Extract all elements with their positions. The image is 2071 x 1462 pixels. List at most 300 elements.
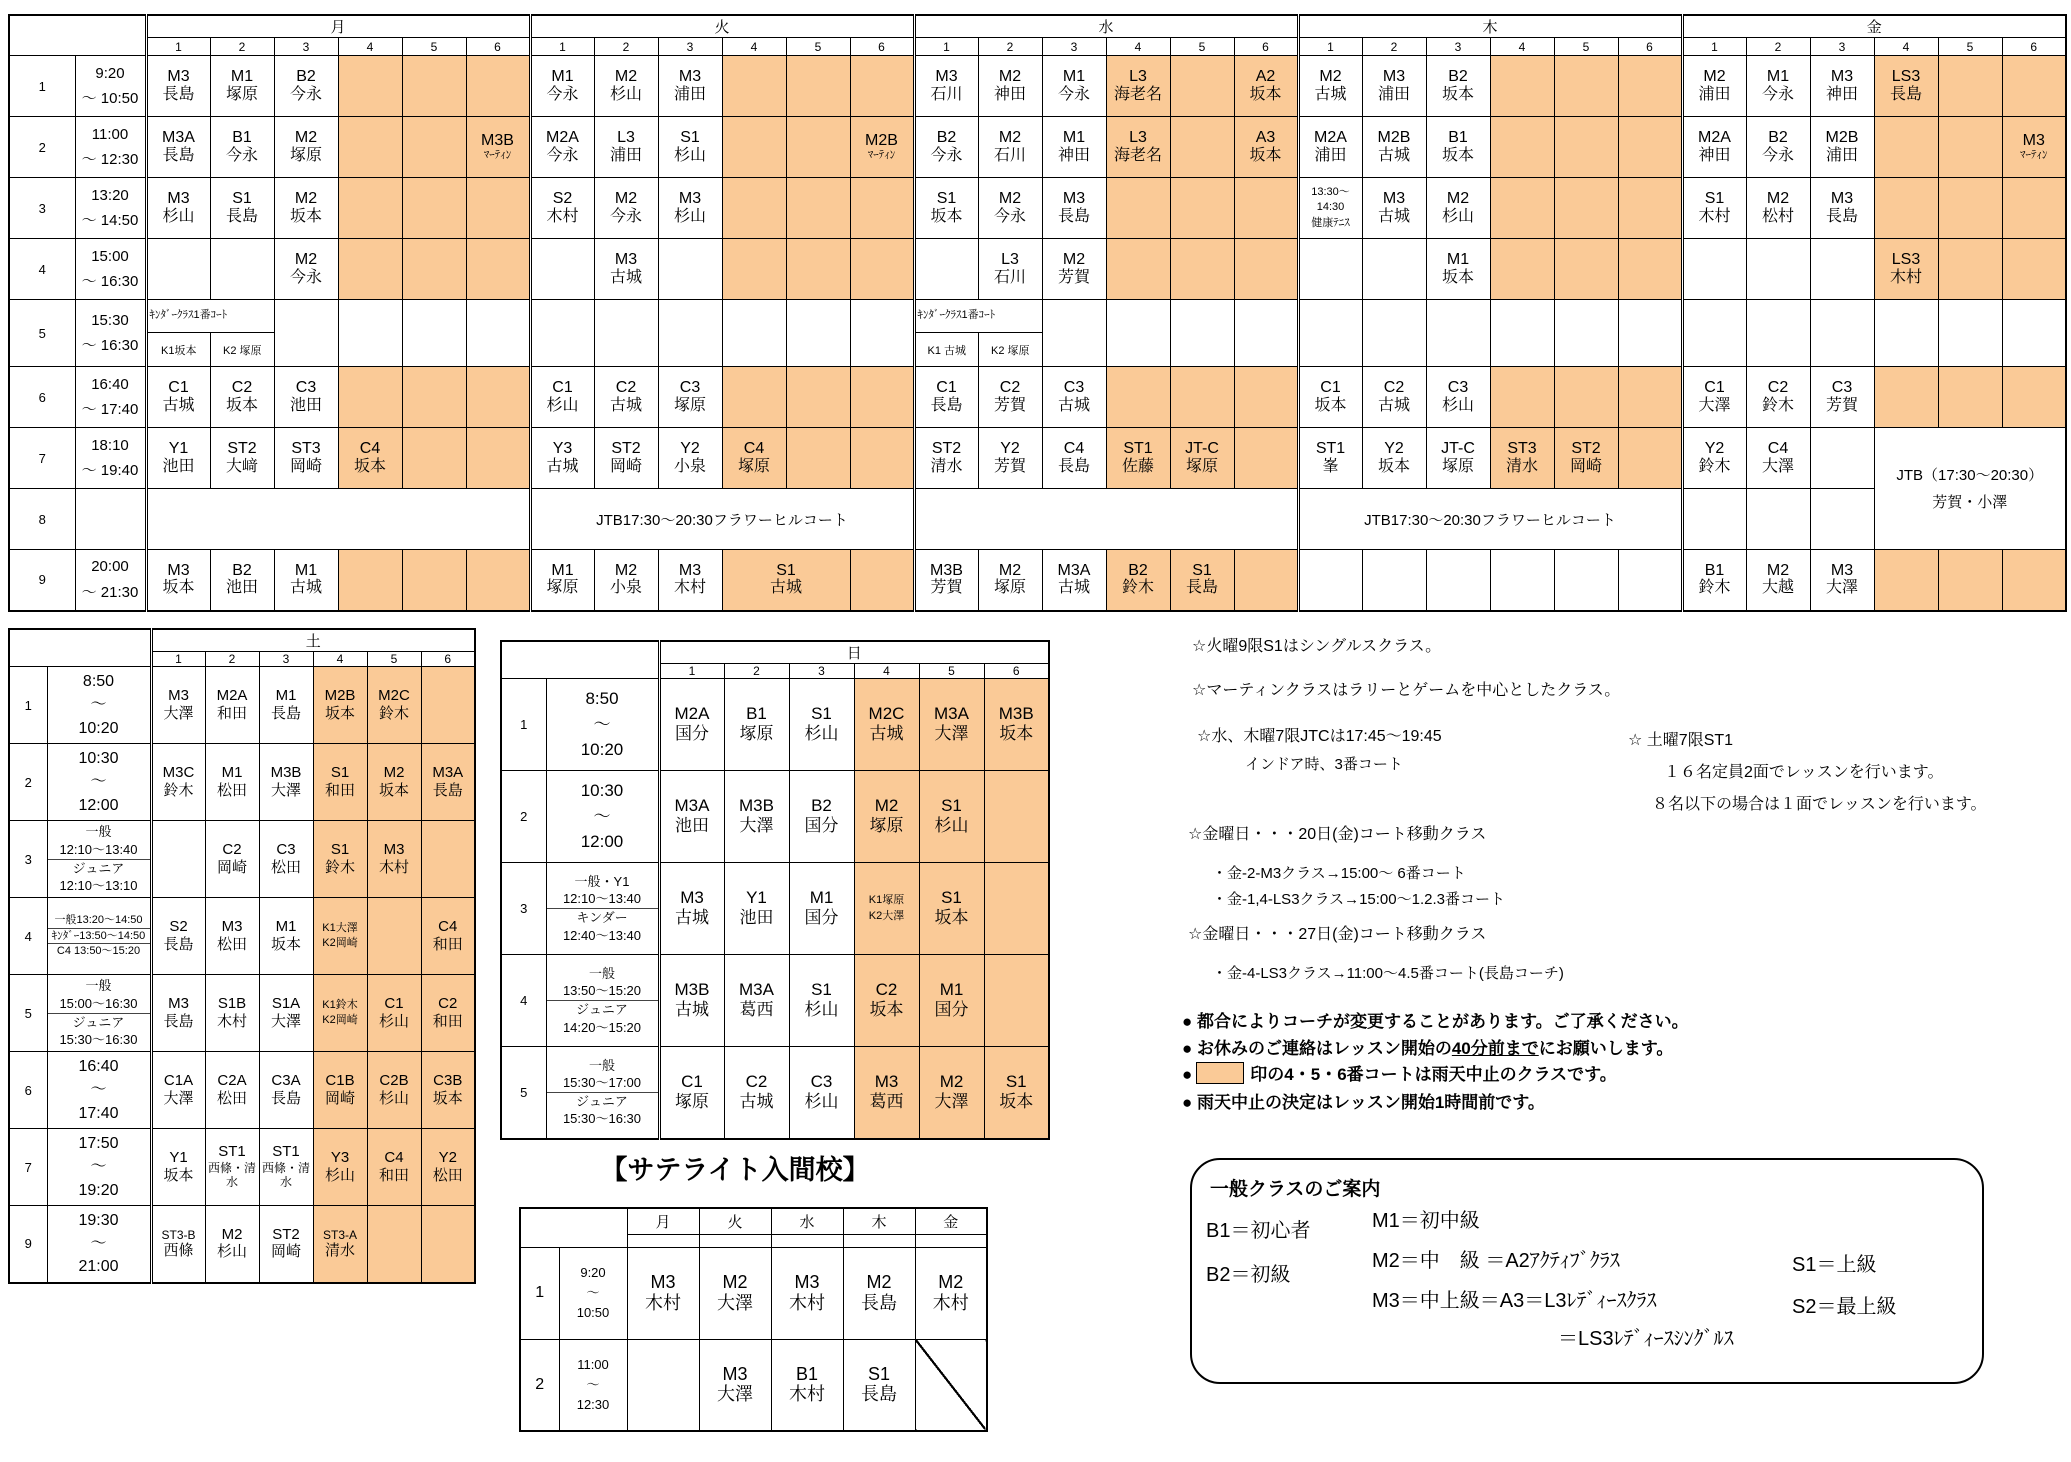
class-code: B2 (232, 561, 252, 579)
cell-wed-r2-c3 (1042, 117, 1106, 178)
class-code: S1 (680, 129, 700, 146)
cell-mon-r4-c6 (466, 239, 530, 300)
time-slot-line: 12:10～13:40 (59, 841, 138, 857)
cell-tue-r2-c2 (594, 117, 658, 178)
class-code: Y2 (1704, 440, 1725, 457)
coach-name: 今永 (289, 268, 322, 286)
class-code: S2 (169, 918, 188, 936)
coach-name: 古城 (675, 908, 709, 928)
cell-thu-r1-c3 (1426, 56, 1490, 117)
cell-tue-r3-c4 (722, 178, 786, 239)
coach-name: 清水 (930, 457, 963, 475)
coach-name: 浦田 (1698, 85, 1731, 103)
class-code: M3 (794, 1271, 820, 1292)
satellite-cell-r1-c1 (627, 1247, 699, 1339)
cell-sat-r1-c5 (367, 667, 421, 744)
court-header-fri-6: 6 (2002, 38, 2066, 56)
cell-thu-r2-c1 (1298, 117, 1362, 178)
class-code: C2 (222, 841, 242, 859)
court-header-fri-2: 2 (1746, 38, 1810, 56)
class-code: C1 (681, 1072, 703, 1092)
coach-name: 長島 (163, 1012, 194, 1030)
class-code: B2 (1768, 129, 1788, 146)
saturday-schedule-table (8, 628, 476, 1284)
coach-name: 塚原 (675, 1091, 709, 1111)
cell-tue-r2-c5 (786, 117, 850, 178)
coach-name: 鈴木 (1761, 396, 1794, 414)
cell-mon-r3-c4 (338, 178, 402, 239)
court-header-wed-3: 3 (1042, 38, 1106, 56)
cell-thu-r7-c6 (1618, 428, 1682, 489)
note-fri-move-20-item1: ・金-2-M3クラス→15:00～ 6番コート (1212, 865, 1466, 882)
coach-name: 坂本 (1249, 146, 1282, 164)
satellite-cell-r2-c2 (699, 1339, 771, 1431)
row-time-3 (47, 821, 151, 898)
time-slot-line: ジュニア (576, 1093, 628, 1109)
coach-name: 古城 (546, 457, 579, 475)
coach-name: 葛西 (739, 1000, 774, 1020)
cell-mon-r9-c2 (210, 550, 274, 611)
cell-sat-r6-c3 (259, 1052, 313, 1129)
main-schedule-table (8, 14, 2067, 612)
cell-mon-r2-c1 (146, 117, 210, 178)
cell-tue-r5-c3 (658, 300, 722, 367)
class-code: C4 (1063, 440, 1085, 457)
class-code: Y1 (169, 1149, 188, 1167)
class-code: M2A (1314, 129, 1347, 146)
cell-mon-r2-c3 (274, 117, 338, 178)
class-code: S1 (811, 980, 832, 1000)
cell-sat-r6-c6 (421, 1052, 475, 1129)
class-code: ST3-A (322, 1227, 357, 1242)
cell-sat-r7-c3 (259, 1129, 313, 1206)
note-sat7-st1: ☆ 土曜7限ST1 (1628, 732, 1734, 749)
row-time-4 (47, 898, 151, 975)
class-code: A2 (1255, 68, 1276, 85)
cell-tue-r4-c5 (786, 239, 850, 300)
coach-name: 杉山 (378, 1089, 409, 1107)
time-line: 12:00 (580, 832, 624, 852)
cell-sat-r7-c5 (367, 1129, 421, 1206)
coach-name: 塚原 (1185, 457, 1218, 475)
time-line: ～ 16:30 (81, 273, 139, 290)
cell-thu-r3-c6 (1618, 178, 1682, 239)
cell-sun-r1-c2 (724, 679, 789, 771)
satellite-subheader-3 (771, 1234, 843, 1247)
satellite-day-header-1: 月 (627, 1208, 699, 1234)
cell-wed-r4-c4 (1106, 239, 1170, 300)
time-slot (48, 823, 150, 858)
coach-name: 杉山 (673, 146, 706, 164)
cell-thu-r2-c3 (1426, 117, 1490, 178)
court-header-thu-1: 1 (1298, 38, 1362, 56)
class-code: M2 (998, 190, 1022, 207)
coach-name: 神田 (1698, 146, 1731, 164)
court-header-mon-4: 4 (338, 38, 402, 56)
cell-mon-r7-c3 (274, 428, 338, 489)
coach-name: 今永 (609, 207, 642, 225)
satellite-cell-r2-c3 (771, 1339, 843, 1431)
row-label-5: 5 (9, 975, 47, 1052)
time-line: ～ (593, 714, 611, 734)
coach-name: 古城 (1377, 207, 1410, 225)
time-slot (48, 977, 150, 1012)
coach-name: 坂本 (225, 396, 258, 414)
court-header-mon-3: 3 (274, 38, 338, 56)
day-header-fri: 金 (1682, 15, 2066, 38)
class-code: S1 (936, 190, 957, 207)
cell-wed-r6-c4 (1106, 367, 1170, 428)
row-time-1 (75, 56, 146, 117)
coach-name: 坂本 (1249, 85, 1282, 103)
notice-absence-pre: ● お休みのご連絡はレッスン開始の (1182, 1039, 1452, 1058)
cell-fri-r9-c6 (2002, 550, 2066, 611)
satellite-row-label-1: 1 (520, 1247, 559, 1339)
cell-wed-r7-c4 (1106, 428, 1170, 489)
satellite-day-header-3: 水 (771, 1208, 843, 1234)
cell-fri-r1-c3 (1810, 56, 1874, 117)
class-code: C2 (999, 379, 1021, 396)
cell-wed-r2-c6 (1234, 117, 1298, 178)
class-code: M2 (722, 1271, 748, 1292)
coach-name: 松田 (216, 1089, 247, 1107)
cell-sun-r2-c1 (659, 771, 724, 863)
time-line: 18:10 (91, 436, 129, 454)
cell-wed-r6-c5 (1170, 367, 1234, 428)
sunday-schedule (500, 640, 1050, 1140)
time-line: 12:00 (78, 796, 119, 814)
satellite-schedule-table (519, 1207, 988, 1432)
cell-fri-r3-c1 (1682, 178, 1746, 239)
coach-name: 坂本 (162, 579, 195, 597)
cell-tue-r2-c1 (530, 117, 594, 178)
time-slot (547, 1057, 658, 1092)
court-header-sun-4: 4 (854, 664, 919, 679)
time-slot-line: 15:30～16:30 (59, 1032, 138, 1048)
time-slot (547, 965, 658, 1000)
coach-name: 岡崎 (270, 1243, 301, 1261)
class-code: M3 (1830, 190, 1854, 207)
cell-tue-r5-c5 (786, 300, 850, 367)
class-code: C1 (1320, 379, 1341, 396)
coach-name: 鈴木 (324, 858, 355, 876)
class-code: M3B (739, 796, 774, 816)
note-fri-move-20-item2: ・金-1,4-LS3クラス→15:00～1.2.3番コート (1212, 891, 1505, 908)
kinder-k2: K2 塚原 (978, 333, 1042, 366)
cell-sat-r9-c3 (259, 1206, 313, 1283)
cell-sun-r5-c5 (919, 1047, 984, 1139)
cell-sat-r1-c3 (259, 667, 313, 744)
cell-wed-r1-c1 (914, 56, 978, 117)
time-slot-line: 12:10～13:10 (59, 878, 138, 894)
court-header-fri-1: 1 (1682, 38, 1746, 56)
coach-name: 塚原 (1441, 457, 1474, 475)
class-code: M3A (674, 796, 710, 816)
cell-sat-r1-c6 (421, 667, 475, 744)
coach-name: 塚原 (225, 85, 258, 103)
class-code: S1B (217, 995, 247, 1013)
cell-wed-r3-c3 (1042, 178, 1106, 239)
satellite-cell-r1-c3 (771, 1247, 843, 1339)
cell-tue-r9-c4 (722, 550, 850, 611)
cell-wed-r1-c3 (1042, 56, 1106, 117)
class-code: ST1 (1315, 440, 1346, 457)
cell-wed-r6-c3 (1042, 367, 1106, 428)
notice-rain-bullet: ● (1182, 1065, 1193, 1084)
satellite-subheader-5 (915, 1234, 987, 1247)
coach-name: 岡崎 (216, 858, 247, 876)
class-code: M3 (1382, 68, 1406, 85)
time-line: 19:30 (78, 1211, 119, 1229)
time-line: 19:20 (78, 1181, 119, 1199)
row-time-7 (47, 1129, 151, 1206)
cell-wed-r9-c6 (1234, 550, 1298, 611)
coach-name: 塚原 (546, 579, 579, 597)
coach-name: 長島 (1889, 85, 1922, 103)
class-code: M1 (1062, 68, 1086, 85)
day-header-sat: 土 (151, 629, 475, 652)
coach-name: 西條 (163, 1241, 194, 1259)
cell-thu-r2-c4 (1490, 117, 1554, 178)
time-line: 10:30 (78, 750, 119, 768)
court-header-wed-5: 5 (1170, 38, 1234, 56)
coach-name: 今永 (930, 146, 963, 164)
cell-wed-r1-c4 (1106, 56, 1170, 117)
cell-fri-r7-c4 (1874, 428, 2066, 550)
class-code: M3A (934, 704, 969, 724)
cell-wed-r4-c2 (978, 239, 1042, 300)
row-time-2 (47, 744, 151, 821)
cell-wed-r7-c1 (914, 428, 978, 489)
cell-fri-r2-c4 (1874, 117, 1938, 178)
saturday-schedule (8, 628, 476, 1284)
coach-name: 長島 (861, 1384, 897, 1405)
legend-ls3: ＝LS3ﾚﾃﾞｨｰｽｼﾝｸﾞﾙｽ (1558, 1328, 1734, 1350)
coach-name: 大澤 (717, 1292, 753, 1313)
row-label-7: 7 (9, 1129, 47, 1206)
sunday-schedule-table (500, 640, 1050, 1140)
cell-line: K2大澤 (868, 909, 905, 922)
class-code: B2 (1128, 561, 1148, 579)
cell-fri-r4-c6 (2002, 239, 2066, 300)
time-slot (48, 1013, 150, 1049)
class-code: M3 (680, 888, 704, 908)
orange-legend-swatch (1196, 1062, 1244, 1084)
coach-name: 松田 (216, 781, 247, 799)
coach-name: 芳賀 (1057, 268, 1090, 286)
notice-coach-change: ● 都合によりコーチが変更することがあります。ご了承ください。 (1182, 1012, 1689, 1031)
cell-sat-r3-c5 (367, 821, 421, 898)
class-code: C4 (359, 440, 381, 457)
class-code: C2 (438, 995, 458, 1013)
cell-thu-r1-c6 (1618, 56, 1682, 117)
day-header-mon: 月 (146, 15, 530, 38)
class-code: L3 (1129, 68, 1147, 85)
coach-name: 今永 (993, 207, 1026, 225)
class-code: M2A (216, 687, 248, 705)
coach-name: 今永 (1057, 85, 1090, 103)
cell-wed-r7-c3 (1042, 428, 1106, 489)
cell-mon-r1-c2 (210, 56, 274, 117)
class-code: M3A (432, 764, 464, 782)
class-code: ST3 (291, 440, 321, 457)
time-slot-line: 一般 (85, 978, 112, 994)
court-header-thu-2: 2 (1362, 38, 1426, 56)
class-code: M3A (739, 980, 774, 1000)
cell-tue-r9-c3 (658, 550, 722, 611)
court-header-wed-6: 6 (1234, 38, 1298, 56)
coach-name: 古城 (609, 396, 642, 414)
cell-sat-r5-c3 (259, 975, 313, 1052)
coach-name: 大澤 (934, 1091, 969, 1111)
court-header-wed-2: 2 (978, 38, 1042, 56)
cell-sat-r9-c5 (367, 1206, 421, 1283)
coach-name: 和田 (324, 781, 355, 799)
cell-line: K2岡崎 (322, 1014, 358, 1026)
cell-sat-r9-c4 (313, 1206, 367, 1283)
cell-wed-r9-c3 (1042, 550, 1106, 611)
class-code: Y1 (168, 440, 189, 457)
cell-mon-r2-c6 (466, 117, 530, 178)
cell-fri-r6-c1 (1682, 367, 1746, 428)
cell-sat-r6-c2 (205, 1052, 259, 1129)
legend-m3: M3＝中上級＝A3＝L3ﾚﾃﾞｨｰｽｸﾗｽ (1372, 1290, 1657, 1312)
class-code: M3 (167, 190, 190, 207)
cell-tue-r1-c6 (850, 56, 914, 117)
cell-tue-r7-c1 (530, 428, 594, 489)
note-jtc-time: ☆水、木曜7限JTCは17:45～19:45 (1197, 728, 1442, 745)
cell-tue-r6-c3 (658, 367, 722, 428)
coach-name: 木村 (378, 858, 409, 876)
time-line: 11:00 (577, 1356, 609, 1372)
cell-wed-r3-c4 (1106, 178, 1170, 239)
coach-name: 鈴木 (1698, 579, 1731, 597)
class-code: C3 (1063, 379, 1085, 396)
cell-mon-r6-c5 (402, 367, 466, 428)
cell-mon-r7-c2 (210, 428, 274, 489)
cell-mon-r3-c3 (274, 178, 338, 239)
cell-fri-r1-c1 (1682, 56, 1746, 117)
coach-name: 塚原 (739, 724, 774, 744)
time-line: 17:50 (78, 1135, 119, 1153)
row-label-4: 4 (501, 955, 546, 1047)
class-code: C4 (743, 440, 765, 457)
notice-absence-post: にお願いします。 (1538, 1039, 1674, 1058)
cell-fri-r5-c5 (1938, 300, 2002, 367)
time-line: ～ (90, 1081, 107, 1099)
class-code: C1 (384, 995, 404, 1013)
legend-m2: M2＝中 級 ＝A2ｱｸﾃｨﾌﾞｸﾗｽ (1372, 1250, 1620, 1272)
class-code: C2 (875, 980, 898, 1000)
cell-sat-r5-c2 (205, 975, 259, 1052)
coach-name: 浦田 (673, 85, 706, 103)
court-header-tue-1: 1 (530, 38, 594, 56)
coach-name: 神田 (1825, 85, 1858, 103)
class-code: C3 (1447, 379, 1469, 396)
court-header-thu-4: 4 (1490, 38, 1554, 56)
court-header-fri-3: 3 (1810, 38, 1874, 56)
coach-name: 坂本 (930, 207, 963, 225)
time-slot-line: C4 13:50～15:20 (56, 945, 141, 958)
cell-thu-r6-c4 (1490, 367, 1554, 428)
cell-sun-r2-c3 (789, 771, 854, 863)
coach-name: 石川 (993, 268, 1026, 286)
cell-wed-r3-c2 (978, 178, 1042, 239)
coach-name: 今永 (1761, 85, 1794, 103)
class-code: M1 (275, 687, 297, 705)
time-line: 9:20 (580, 1264, 606, 1280)
coach-name: 芳賀 (930, 579, 963, 597)
cell-sat-r2-c5 (367, 744, 421, 821)
row-time-8 (75, 489, 146, 550)
cell-mon-r3-c6 (466, 178, 530, 239)
cell-sat-r4-c5 (367, 898, 421, 975)
row-label-2: 2 (9, 744, 47, 821)
class-code: M2 (294, 129, 318, 146)
time-line: 12:30 (576, 1396, 610, 1412)
coach-name: 鈴木 (378, 704, 409, 722)
cell-sun-r1-c1 (659, 679, 724, 771)
row-label-9: 9 (9, 550, 75, 611)
class-code: Y2 (680, 440, 700, 457)
row-label-1: 1 (9, 667, 47, 744)
coach-name: 長島 (1825, 207, 1858, 225)
notice-absence-underlined: 40分前まで (1451, 1039, 1539, 1058)
cell-fri-r2-c2 (1746, 117, 1810, 178)
coach-name: 国分 (804, 816, 839, 836)
class-code: M2B (1825, 129, 1859, 146)
cell-mon-r6-c1 (146, 367, 210, 428)
class-code: S2 (552, 190, 573, 207)
class-code: S1 (776, 561, 796, 579)
cell-wed-r7-c2 (978, 428, 1042, 489)
cell-sun-r5-c4 (854, 1047, 919, 1139)
time-line: 10:20 (78, 719, 119, 737)
coach-name: 大澤 (717, 1384, 753, 1405)
class-code: S1 (811, 704, 832, 724)
coach-name: 木村 (932, 1292, 969, 1313)
cell-sun-r3-c1 (659, 863, 724, 955)
class-code: M2C (868, 704, 905, 724)
court-header-tue-6: 6 (850, 38, 914, 56)
cell-sat-r3-c3 (259, 821, 313, 898)
time-line: ～ 10:50 (81, 90, 139, 107)
cell-wed-r6-c1 (914, 367, 978, 428)
cell-fri-r5-c1 (1682, 300, 1746, 367)
cell-thu-r5-c4 (1490, 300, 1554, 367)
kinder-k1: K1坂本 (161, 344, 197, 357)
cell-line: 13:30～ (1311, 185, 1350, 198)
row-label-5: 5 (501, 1047, 546, 1139)
coach-name: 浦田 (1377, 85, 1410, 103)
coach-name: 浦田 (1314, 146, 1347, 164)
coach-name: 長島 (270, 704, 301, 722)
row-label-6: 6 (9, 1052, 47, 1129)
coach-name: 古城 (739, 1091, 774, 1111)
cell-mon-r1-c1 (146, 56, 210, 117)
coach-name: 芳賀 (1825, 396, 1858, 414)
cell-mon-r5-c3 (338, 300, 402, 367)
cell-wed-r3-c1 (914, 178, 978, 239)
cell-thu-r7-c3 (1426, 428, 1490, 489)
coach-name: 坂本 (999, 724, 1034, 744)
class-code: C3 (810, 1072, 833, 1092)
cell-thu-r7-c2 (1362, 428, 1426, 489)
row-label-3: 3 (501, 863, 546, 955)
cell-fri-r5-c4 (1874, 300, 1938, 367)
time-line: 10:30 (580, 781, 624, 801)
coach-name: 坂本 (1441, 146, 1474, 164)
